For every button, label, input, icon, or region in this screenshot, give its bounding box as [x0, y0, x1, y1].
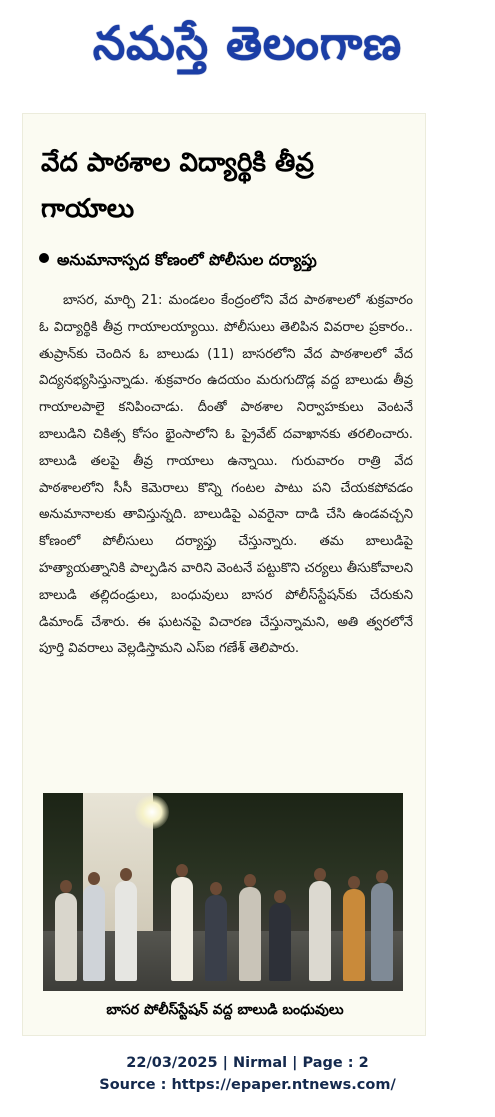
photo-person — [55, 893, 77, 981]
photo-person-head — [176, 864, 188, 877]
article-clipping — [22, 113, 426, 1036]
footer-date-edition-page: 22/03/2025 | Nirmal | Page : 2 — [126, 1055, 369, 1071]
photo-person — [83, 885, 105, 981]
photo-person-head — [60, 880, 72, 893]
newspaper-masthead — [0, 0, 495, 90]
photo-person — [343, 889, 365, 981]
article-body: బాసర, మార్చి 21: మండలం కేంద్రంలోని వేద పాఠశాలలో శుక్రవారం ఓ విద్యార్థికి తీవ్ర గాయాలయ్యాయి. పోలీసులు తెలిపిన వివరాల ప్రకారం.. తుప్రాన్‌కు చెందిన ఓ బాలుడు (11) బాసరలోని వేద పాఠశాలలో వేద విద్యనభ్యసిస్తున్నాడు. శుక్రవారం ఉదయం మరుగుదొడ్ల వద్ద బాలుడు తీవ్ర గాయాలపాలై కనిపించాడు. దీంతో పాఠశాల నిర్వాహకులు వెంటనే బాలుడిని చికిత్స కోసం భైంసాలోని ఓ ప్రైవేట్ దవాఖానకు తరలించారు. బాలుడి తలపై తీవ్ర గాయాలు ఉన్నాయి. గురువారం రాత్రి వేద పాఠశాలలోని సీసీ కెమెరాలు కొన్ని గంటల పాటు పని చేయకపోవడం అనుమానాలకు తావిస్తున్నది. బాలుడిపై ఎవరైనా దాడి చేసి ఉండవచ్చని కోణంలో పోలీసులు దర్యాప్తు చేస్తున్నారు. తమ బాలుడిపై హత్యాయత్నానికి పాల్పడిన వారిని వెంటనే పట్టుకొని చర్యలు తీసుకోవాలని బాలుడి తల్లిదండ్రులు, బంధువులు బాసర పోలీస్‌స్టేషన్‌కు చేరుకుని డిమాండ్ చేశారు. ఈ ఘటనపై విచారణ చేస్తున్నామని, అతి త్వరలోనే పూర్తి వివరాలు వెల్లడిస్తామని ఎస్ఐ గణేశ్ తెలిపారు. — [39, 293, 413, 657]
photo-person-head — [244, 874, 256, 887]
photo-person — [269, 903, 291, 981]
photo-person-head — [376, 870, 388, 883]
photo-light — [135, 795, 169, 829]
footer-source-link[interactable]: Source : https://epaper.ntnews.com/ — [99, 1077, 396, 1093]
newspaper-logo-title: నమస్తే తెలంగాణ — [92, 16, 403, 70]
photo-person — [171, 877, 193, 981]
subheadline-text: అనుమానాస్పద కోణంలో పోలీసుల దర్యాప్తు — [57, 251, 317, 269]
photo-caption: బాసర పోలీస్‌స్టేషన్ వద్ద బాలుడి బంధువులు — [106, 1002, 344, 1018]
photo-person — [309, 881, 331, 981]
article-subheadline — [39, 248, 419, 272]
bullet-icon — [39, 253, 49, 263]
article-photo — [43, 793, 403, 991]
photo-person — [205, 895, 227, 981]
photo-person-head — [88, 872, 100, 885]
photo-person-head — [348, 876, 360, 889]
photo-person — [371, 883, 393, 981]
photo-person — [115, 881, 137, 981]
photo-person — [239, 887, 261, 981]
photo-person-head — [120, 868, 132, 881]
page-footer — [0, 1052, 495, 1096]
photo-person-head — [210, 882, 222, 895]
article-headline: వేద పాఠశాల విద్యార్థికి తీవ్ర గాయాలు — [41, 148, 314, 224]
photo-person-head — [314, 868, 326, 881]
photo-person-head — [274, 890, 286, 903]
